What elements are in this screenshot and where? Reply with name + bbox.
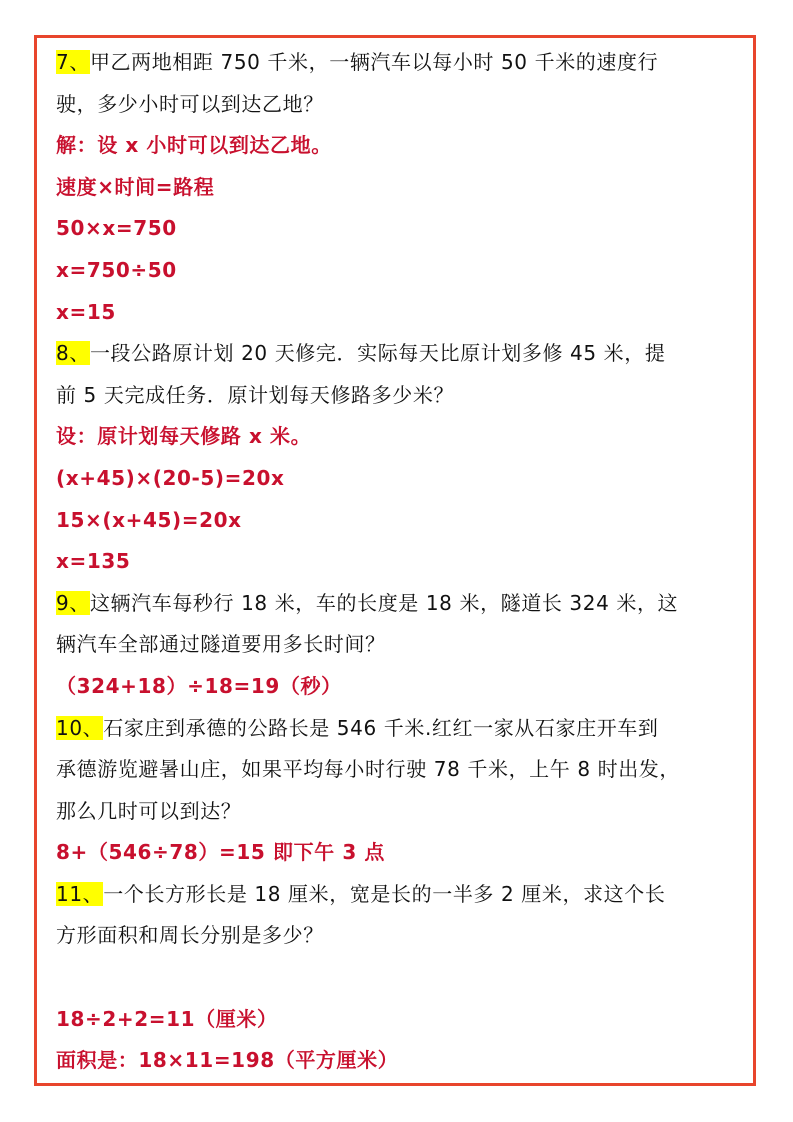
problem-8-question-1: 一段公路原计划 20 天修完．实际每天比原计划多修 45 米，提 (89, 341, 666, 366)
problem-7-number: 7、 (56, 50, 90, 74)
problem-10-question-3: 那么几时可以到达？ (56, 798, 242, 823)
problem-11-solution-1: 18÷2+2=11（厘米） (56, 1006, 278, 1031)
problem-10-line-1 (56, 708, 746, 750)
problem-10-solution-1: 8+（546÷78）=15 即下午 3 点 (56, 840, 386, 865)
problem-11-question-2: 方形面积和周长分别是多少？ (56, 923, 324, 948)
problem-9-question-2: 辆汽车全部通过隧道要用多长时间？ (56, 632, 386, 657)
problem-8-solution-4: x=135 (56, 549, 131, 574)
problem-11-number: 11、 (56, 881, 104, 906)
problem-7-question-1: 甲乙两地相距 750 千米，一辆汽车以每小时 50 千米的速度行 (89, 50, 659, 74)
problem-8-solution-1: 设：原计划每天修路 x 米。 (56, 424, 312, 449)
problem-11-solution-2: 面积是：18×11=198（平方厘米） (56, 1048, 399, 1073)
problem-7-line-1 (56, 42, 746, 84)
problem-11-question-1: 一个长方形长是 18 厘米，宽是长的一半多 2 厘米，求这个长 (103, 881, 666, 906)
worksheet (56, 42, 746, 1082)
problem-10-question-1: 石家庄到承德的公路长是 546 千米.红红一家从石家庄开车到 (103, 715, 659, 740)
problem-7-solution-5: x=15 (56, 299, 116, 324)
problem-8-solution-3: 15×(x+45)=20x (56, 507, 242, 532)
problem-10-number: 10、 (56, 715, 104, 740)
problem-9-question-1: 这辆汽车每秒行 18 米，车的长度是 18 米，隧道长 324 米，这 (89, 590, 679, 615)
problem-7-solution-2: 速度×时间=路程 (56, 174, 215, 199)
problem-11-line-1 (56, 874, 746, 916)
problem-9-solution-1: （324+18）÷18=19（秒） (56, 673, 342, 698)
problem-9-number: 9、 (56, 590, 90, 615)
problem-7-solution-1: 解：设 x 小时可以到达乙地。 (56, 133, 332, 158)
problem-7-solution-4: x=750÷50 (56, 257, 177, 282)
problem-8-solution-2: (x+45)×(20-5)=20x (56, 465, 285, 490)
problem-8-number: 8、 (56, 341, 90, 366)
problem-10-question-2: 承德游览避暑山庄，如果平均每小时行驶 78 千米，上午 8 时出发， (56, 757, 681, 782)
problem-7-question-2: 驶，多少小时可以到达乙地？ (56, 91, 324, 116)
problem-9-line-1 (56, 583, 746, 625)
problem-8-question-2: 前 5 天完成任务．原计划每天修路多少米？ (56, 382, 455, 407)
problem-7-solution-3: 50×x=750 (56, 216, 177, 241)
problem-8-line-1 (56, 333, 746, 375)
problem-11-blank-line (56, 957, 746, 999)
